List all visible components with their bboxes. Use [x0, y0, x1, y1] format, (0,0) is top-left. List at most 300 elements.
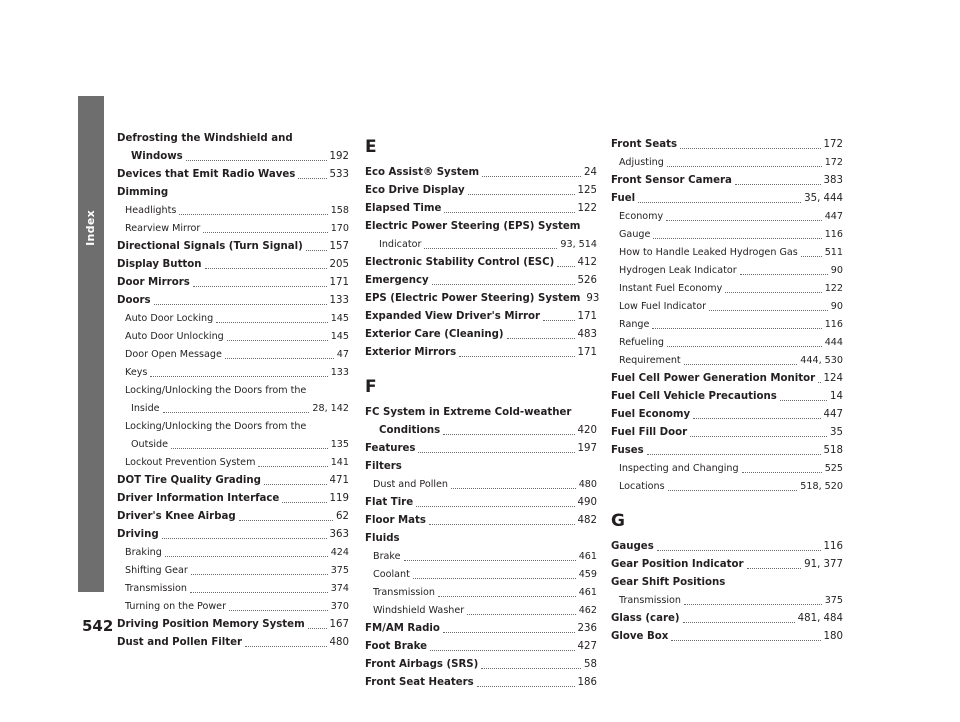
- index-entry-term: Gauges: [611, 541, 654, 552]
- index-page-reference: 205: [329, 259, 349, 270]
- index-entry-term: Shifting Gear: [125, 565, 188, 576]
- index-entry-term: Transmission: [373, 587, 435, 598]
- dot-leader: [680, 148, 820, 149]
- index-entry-term: Glove Box: [611, 631, 669, 642]
- dot-leader: [429, 524, 575, 525]
- index-entry: [611, 610, 843, 628]
- index-subentry: [611, 244, 843, 262]
- index-entry: [365, 674, 597, 692]
- index-subentry: [365, 602, 597, 620]
- dot-leader: [468, 194, 575, 195]
- dot-leader: [709, 310, 828, 311]
- index-page-reference: 135: [330, 439, 349, 450]
- index-entry: [117, 526, 349, 544]
- index-entry-term: Doors: [117, 295, 151, 306]
- index-subentry: [365, 566, 597, 584]
- index-entry: [611, 406, 843, 424]
- index-entry-term: Lockout Prevention System: [125, 457, 256, 468]
- index-page-reference: 133: [329, 295, 349, 306]
- index-entry-term: Elapsed Time: [365, 203, 442, 214]
- dot-leader: [179, 214, 327, 215]
- index-letter-heading: F: [365, 377, 377, 397]
- dot-leader: [735, 184, 821, 185]
- index-entry-term: Door Open Message: [125, 349, 222, 360]
- dot-leader: [482, 176, 581, 177]
- index-entry: [365, 344, 597, 362]
- dot-leader: [432, 284, 575, 285]
- index-entry: [365, 440, 597, 458]
- dot-leader: [264, 484, 327, 485]
- index-page-reference: 412: [577, 257, 597, 268]
- index-entry: [611, 172, 843, 190]
- index-entry-term: Exterior Mirrors: [365, 347, 457, 358]
- index-page-reference: 91, 377: [804, 559, 843, 570]
- index-entry-term: Foot Brake: [365, 641, 428, 652]
- dot-leader: [193, 286, 327, 287]
- index-subentry: [611, 262, 843, 280]
- index-entry-term: Front Seats: [611, 139, 678, 150]
- index-entry: [117, 130, 349, 148]
- index-entry-term: Gear Position Indicator: [611, 559, 744, 570]
- index-page-reference: 363: [329, 529, 349, 540]
- index-entry-term: Fuel: [611, 193, 636, 204]
- index-entry-term: Low Fuel Indicator: [619, 301, 707, 312]
- dot-leader: [205, 268, 327, 269]
- dot-leader: [653, 238, 821, 239]
- index-entry-term: Driving Position Memory System: [117, 619, 305, 630]
- index-page-reference: 427: [577, 641, 597, 652]
- index-entry-term: Fluids: [365, 533, 400, 544]
- index-subentry: [117, 418, 349, 436]
- index-entry: [365, 254, 597, 272]
- index-entry: [365, 458, 597, 476]
- dot-leader: [191, 574, 328, 575]
- index-page-reference: 370: [330, 601, 349, 612]
- index-entry-term: Rearview Mirror: [125, 223, 201, 234]
- index-page-reference: 480: [578, 479, 597, 490]
- index-page-reference: 483: [577, 329, 597, 340]
- index-entry: [117, 292, 349, 310]
- index-page-reference: 170: [330, 223, 349, 234]
- index-entry-term: Locations: [619, 481, 665, 492]
- dot-leader: [557, 266, 574, 267]
- index-page-reference: 192: [329, 151, 349, 162]
- index-entry: [611, 136, 843, 154]
- index-column-3: [611, 136, 843, 646]
- index-entry-term: Dust and Pollen Filter: [117, 637, 243, 648]
- index-entry-term: Instant Fuel Economy: [619, 283, 723, 294]
- dot-leader: [693, 418, 820, 419]
- index-entry-term: Features: [365, 443, 416, 454]
- dot-leader: [404, 560, 576, 561]
- dot-leader: [666, 220, 822, 221]
- index-subentry: [611, 208, 843, 226]
- index-subentry: [117, 346, 349, 364]
- dot-leader: [245, 646, 326, 647]
- dot-leader: [740, 274, 828, 275]
- index-entry: [611, 442, 843, 460]
- index-entry: [365, 182, 597, 200]
- dot-leader: [418, 452, 574, 453]
- index-subentry: [611, 226, 843, 244]
- index-entry-term: Electronic Stability Control (ESC): [365, 257, 555, 268]
- index-page-reference: 459: [578, 569, 597, 580]
- dot-leader: [298, 178, 326, 179]
- index-page-reference: 375: [824, 595, 843, 606]
- dot-leader: [282, 502, 326, 503]
- index-subentry: [611, 316, 843, 334]
- index-page-reference: 525: [824, 463, 843, 474]
- index-entry-term: Fuel Cell Vehicle Precautions: [611, 391, 777, 402]
- index-page-reference: 145: [330, 331, 349, 342]
- dot-leader: [443, 632, 575, 633]
- index-entry: [365, 656, 597, 674]
- index-subentry: [117, 562, 349, 580]
- index-page-reference: 424: [330, 547, 349, 558]
- index-page-reference: 236: [577, 623, 597, 634]
- index-page-reference: 461: [578, 587, 597, 598]
- index-entry: [117, 472, 349, 490]
- index-page-reference: 420: [577, 425, 597, 436]
- index-side-tab: [78, 96, 104, 592]
- index-entry-term: Braking: [125, 547, 162, 558]
- dot-leader: [438, 596, 576, 597]
- index-entry-term: Front Airbags (SRS): [365, 659, 479, 670]
- dot-leader: [163, 412, 310, 413]
- index-entry-term: Fuel Cell Power Generation Monitor: [611, 373, 816, 384]
- dot-leader: [443, 434, 574, 435]
- dot-leader: [239, 520, 333, 521]
- index-page-reference: 141: [330, 457, 349, 468]
- index-subentry: [117, 220, 349, 238]
- index-entry: [611, 388, 843, 406]
- dot-leader: [543, 320, 575, 321]
- index-entry: [117, 256, 349, 274]
- index-entry-term: Directional Signals (Turn Signal): [117, 241, 303, 252]
- dot-leader: [430, 650, 575, 651]
- index-subentry: [365, 584, 597, 602]
- index-page-reference: 116: [824, 319, 843, 330]
- index-page-reference: 14: [830, 391, 843, 402]
- index-subentry: [117, 598, 349, 616]
- index-entry: [611, 556, 843, 574]
- dot-leader: [416, 506, 574, 507]
- index-page-reference: 171: [577, 311, 597, 322]
- index-page-reference: 172: [824, 157, 843, 168]
- index-entry-term: Dimming: [117, 187, 169, 198]
- index-page-reference: 461: [578, 551, 597, 562]
- dot-leader: [780, 400, 827, 401]
- index-entry-term: Driving: [117, 529, 159, 540]
- index-page-reference: 480: [329, 637, 349, 648]
- index-subentry: [117, 544, 349, 562]
- dot-leader: [413, 578, 576, 579]
- index-entry-term: Emergency: [365, 275, 429, 286]
- index-subentry: [365, 476, 597, 494]
- index-entry-term: Fuel Economy: [611, 409, 691, 420]
- index-page-reference: 116: [824, 229, 843, 240]
- index-subentry: [117, 580, 349, 598]
- index-page-reference: 93, 514: [560, 239, 597, 250]
- index-entry: [365, 422, 597, 440]
- index-subentry: [611, 298, 843, 316]
- index-entry: [611, 370, 843, 388]
- index-entry-term: Locking/Unlocking the Doors from the: [125, 421, 307, 432]
- index-subentry: [611, 334, 843, 352]
- index-subentry: [365, 548, 597, 566]
- index-page-reference: 518, 520: [800, 481, 843, 492]
- index-page-reference: 116: [823, 541, 843, 552]
- dot-leader: [162, 538, 327, 539]
- dot-leader: [742, 472, 822, 473]
- index-page-reference: 125: [577, 185, 597, 196]
- dot-leader: [227, 340, 328, 341]
- dot-leader: [671, 640, 820, 641]
- index-entry-term: Inside: [131, 403, 160, 414]
- index-subentry: [611, 460, 843, 478]
- dot-leader: [683, 622, 795, 623]
- dot-leader: [667, 346, 822, 347]
- index-page-reference: 447: [824, 211, 843, 222]
- dot-leader: [308, 628, 327, 629]
- dot-leader: [424, 248, 557, 249]
- index-entry-term: Glass (care): [611, 613, 680, 624]
- dot-leader: [647, 454, 821, 455]
- dot-leader: [801, 256, 822, 257]
- index-entry-term: How to Handle Leaked Hydrogen Gas: [619, 247, 798, 258]
- dot-leader: [216, 322, 328, 323]
- index-letter-heading: G: [611, 511, 625, 531]
- index-page-reference: 35: [830, 427, 843, 438]
- dot-leader: [684, 604, 822, 605]
- index-entry-term: Devices that Emit Radio Waves: [117, 169, 296, 180]
- index-entry: [117, 238, 349, 256]
- index-entry-term: Front Seat Heaters: [365, 677, 474, 688]
- dot-leader: [684, 364, 798, 365]
- index-entry-term: Transmission: [619, 595, 681, 606]
- index-entry: [365, 494, 597, 512]
- dot-leader: [657, 550, 821, 551]
- index-page-reference: 383: [823, 175, 843, 186]
- dot-leader: [165, 556, 328, 557]
- index-entry: [117, 274, 349, 292]
- dot-leader: [225, 358, 334, 359]
- index-page-reference: 490: [577, 497, 597, 508]
- index-page-reference: 186: [577, 677, 597, 688]
- index-page-reference: 482: [577, 515, 597, 526]
- index-column-1: [117, 130, 349, 652]
- index-subentry: [117, 454, 349, 472]
- index-subentry: [611, 592, 843, 610]
- index-subentry: [117, 364, 349, 382]
- dot-leader: [690, 436, 827, 437]
- index-entry: [117, 148, 349, 166]
- index-entry: [365, 272, 597, 290]
- index-entry-term: Coolant: [373, 569, 410, 580]
- index-entry-term: Windshield Washer: [373, 605, 465, 616]
- dot-leader: [507, 338, 575, 339]
- index-entry-term: Exterior Care (Cleaning): [365, 329, 504, 340]
- dot-leader: [258, 466, 327, 467]
- index-entry: [365, 308, 597, 326]
- index-tab-label: Index: [84, 210, 97, 246]
- dot-leader: [451, 488, 576, 489]
- index-entry-term: Fuel Fill Door: [611, 427, 688, 438]
- index-subentry: [117, 400, 349, 418]
- index-entry: [611, 538, 843, 556]
- index-entry: [611, 628, 843, 646]
- index-entry-term: Locking/Unlocking the Doors from the: [125, 385, 307, 396]
- index-entry-term: Refueling: [619, 337, 664, 348]
- dot-leader: [229, 610, 328, 611]
- index-page-reference: 28, 142: [312, 403, 349, 414]
- index-subentry: [117, 310, 349, 328]
- index-entry-term: Range: [619, 319, 650, 330]
- index-page-reference: 518: [823, 445, 843, 456]
- index-entry-term: Filters: [365, 461, 402, 472]
- index-entry-term: Door Mirrors: [117, 277, 190, 288]
- index-entry-term: Defrosting the Windshield and: [117, 133, 293, 144]
- index-subentry: [117, 436, 349, 454]
- index-page-reference: 447: [823, 409, 843, 420]
- index-entry: [365, 326, 597, 344]
- index-entry: [611, 190, 843, 208]
- index-column-2: [365, 136, 600, 692]
- index-entry-term: DOT Tire Quality Grading: [117, 475, 261, 486]
- dot-leader: [747, 568, 802, 569]
- dot-leader: [444, 212, 574, 213]
- index-page-reference: 145: [330, 313, 349, 324]
- index-entry-term: EPS (Electric Power Steering) System: [365, 293, 581, 304]
- dot-leader: [477, 686, 575, 687]
- index-entry: [117, 490, 349, 508]
- index-page-reference: 180: [823, 631, 843, 642]
- index-page-reference: 462: [578, 605, 597, 616]
- index-subentry: [365, 236, 597, 254]
- index-page-reference: 533: [329, 169, 349, 180]
- dot-leader: [467, 614, 575, 615]
- index-page-reference: 172: [823, 139, 843, 150]
- index-page-reference: 444: [824, 337, 843, 348]
- index-entry-term: Gear Shift Positions: [611, 577, 726, 588]
- dot-leader: [459, 356, 574, 357]
- index-entry: [365, 200, 597, 218]
- index-page-reference: 526: [577, 275, 597, 286]
- page-number: 542: [82, 617, 114, 635]
- dot-leader: [668, 490, 798, 491]
- index-subentry: [117, 328, 349, 346]
- index-entry-term: Eco Drive Display: [365, 185, 465, 196]
- index-page-reference: 171: [577, 347, 597, 358]
- index-entry: [611, 574, 843, 592]
- index-entry: [611, 424, 843, 442]
- index-entry-term: Driver's Knee Airbag: [117, 511, 236, 522]
- index-page-reference: 62: [336, 511, 349, 522]
- index-entry-term: Fuses: [611, 445, 644, 456]
- index-entry-term: Windows: [131, 151, 183, 162]
- dot-leader: [667, 166, 822, 167]
- index-entry-term: Inspecting and Changing: [619, 463, 739, 474]
- index-entry-term: Gauge: [619, 229, 651, 240]
- dot-leader: [171, 448, 328, 449]
- index-entry-term: Auto Door Locking: [125, 313, 214, 324]
- index-page-reference: 47: [336, 349, 349, 360]
- index-page-reference: 481, 484: [797, 613, 843, 624]
- dot-leader: [154, 304, 327, 305]
- index-page-reference: 93: [586, 293, 600, 304]
- index-page-reference: 124: [823, 373, 843, 384]
- dot-leader: [638, 202, 801, 203]
- dot-leader: [725, 292, 821, 293]
- index-entry: [117, 634, 349, 652]
- index-page-reference: 374: [330, 583, 349, 594]
- index-page-reference: 197: [577, 443, 597, 454]
- index-page-reference: 471: [329, 475, 349, 486]
- index-page-reference: 58: [584, 659, 597, 670]
- dot-leader: [150, 376, 327, 377]
- index-entry-term: Display Button: [117, 259, 202, 270]
- index-entry-term: Economy: [619, 211, 664, 222]
- index-page-reference: 167: [329, 619, 349, 630]
- index-page-reference: 444, 530: [800, 355, 843, 366]
- index-page-reference: 90: [830, 265, 843, 276]
- index-page-reference: 375: [330, 565, 349, 576]
- index-entry: [365, 290, 600, 308]
- index-subentry: [611, 280, 843, 298]
- index-page-reference: 157: [329, 241, 349, 252]
- index-subentry: [117, 382, 349, 400]
- index-subentry: [117, 202, 349, 220]
- index-entry: [117, 616, 349, 634]
- dot-leader: [190, 592, 328, 593]
- index-entry-term: Adjusting: [619, 157, 664, 168]
- index-entry-term: Requirement: [619, 355, 681, 366]
- dot-leader: [481, 668, 581, 669]
- index-subentry: [611, 352, 843, 370]
- index-page-reference: 158: [330, 205, 349, 216]
- index-page-reference: 90: [830, 301, 843, 312]
- index-entry-term: Keys: [125, 367, 148, 378]
- index-page-reference: 119: [329, 493, 349, 504]
- index-entry-term: Electric Power Steering (EPS) System: [365, 221, 581, 232]
- index-entry: [365, 620, 597, 638]
- index-entry-term: FM/AM Radio: [365, 623, 440, 634]
- index-entry: [117, 166, 349, 184]
- index-entry: [365, 530, 597, 548]
- index-letter-heading: E: [365, 137, 377, 157]
- index-entry: [365, 638, 597, 656]
- dot-leader: [203, 232, 327, 233]
- index-page-reference: 35, 444: [804, 193, 843, 204]
- index-entry-term: Dust and Pollen: [373, 479, 449, 490]
- index-entry: [365, 404, 597, 422]
- index-page-reference: 171: [329, 277, 349, 288]
- index-page-reference: 133: [330, 367, 349, 378]
- dot-leader: [652, 328, 821, 329]
- index-entry: [365, 164, 597, 182]
- index-entry-term: Expanded View Driver's Mirror: [365, 311, 541, 322]
- index-entry-term: Brake: [373, 551, 401, 562]
- dot-leader: [818, 382, 820, 383]
- index-page-reference: 24: [584, 167, 597, 178]
- index-entry: [117, 184, 349, 202]
- index-entry-term: Front Sensor Camera: [611, 175, 732, 186]
- index-entry-term: Flat Tire: [365, 497, 414, 508]
- index-subentry: [611, 478, 843, 496]
- index-entry-term: Headlights: [125, 205, 177, 216]
- index-entry-term: Transmission: [125, 583, 187, 594]
- index-entry-term: Indicator: [379, 239, 422, 250]
